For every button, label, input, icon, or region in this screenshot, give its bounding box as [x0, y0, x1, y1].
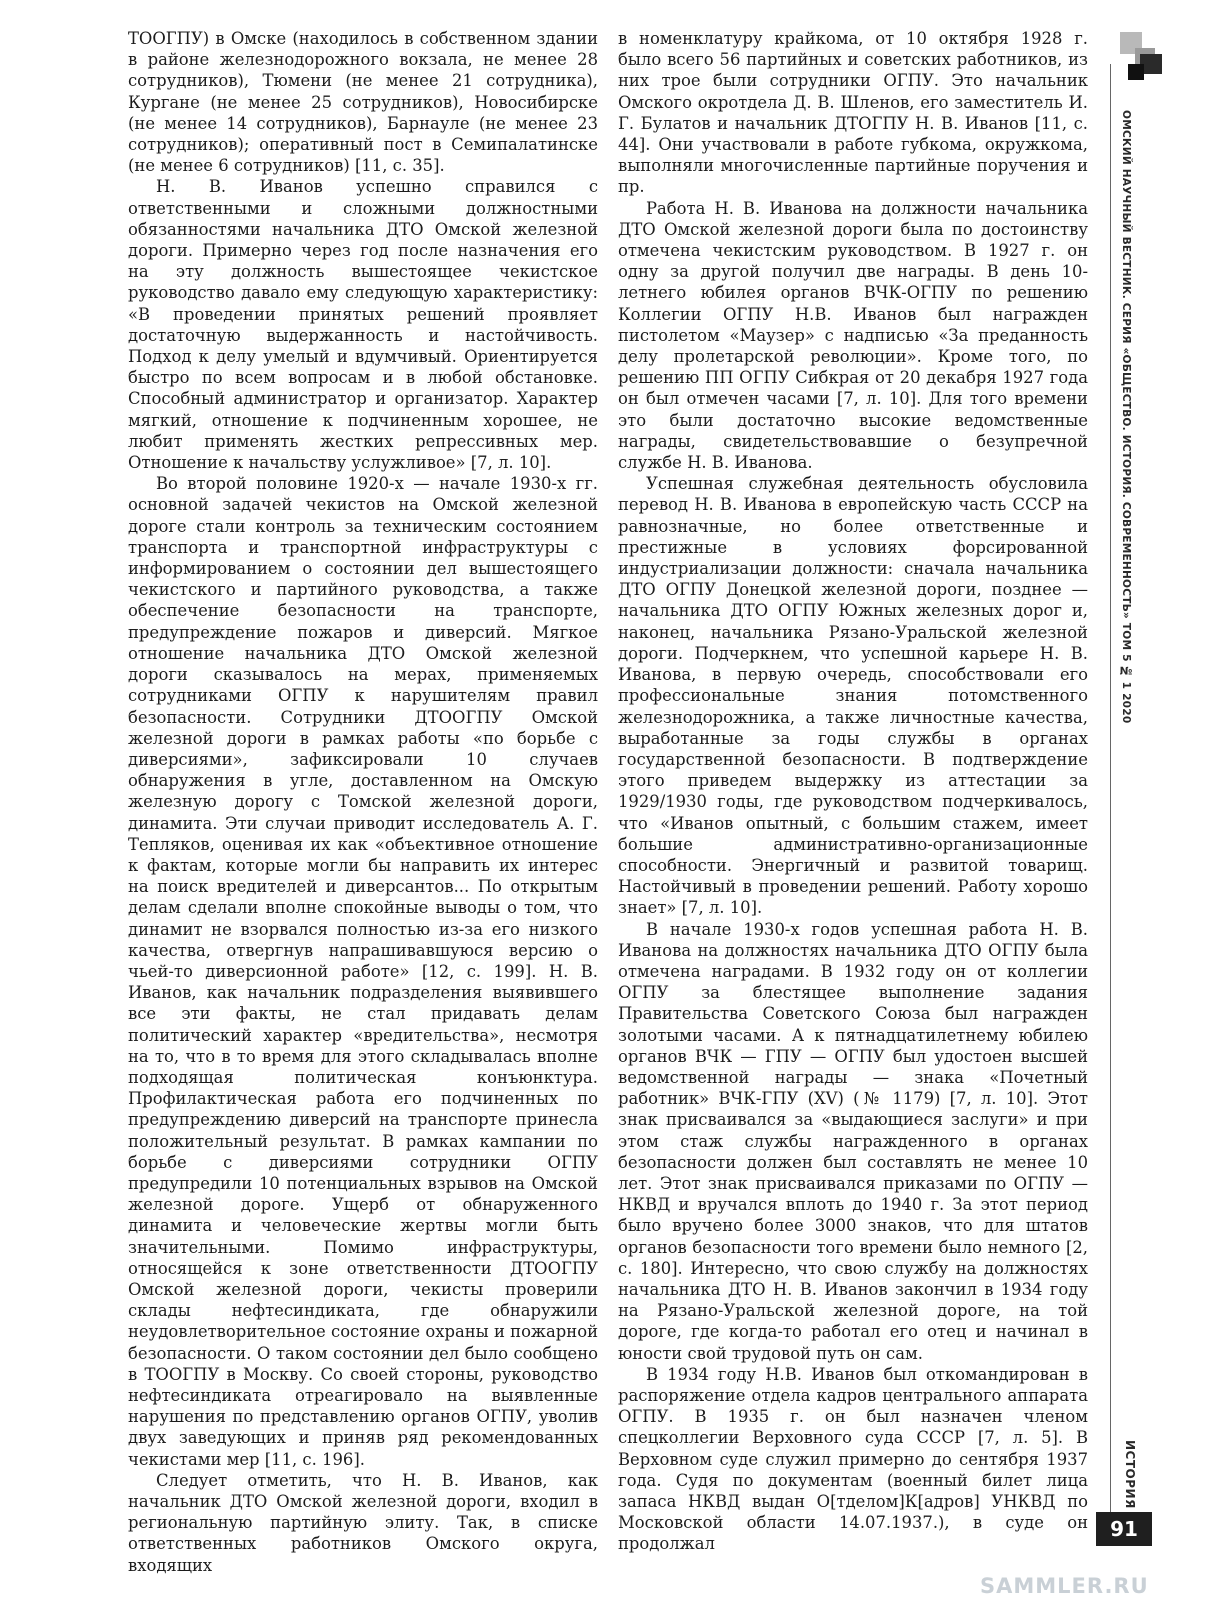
paragraph: В 1934 году Н.В. Иванов был откомандирован в распоряжение отдела кадров центрального аппарата ОГПУ. В 1935 г. он был назначен членом спецколлегии Верховного суда СССР [7, л. 5]. В Верховном суде служил примерно до сентября 1937 года. Судя по документам (военный билет лица запаса НКВД выдан О[тделом]К[адров] УНКВД по Московской области 14.07.1937.), в суде он продолжал	[618, 1364, 1088, 1554]
section-label: ИСТОРИЯ	[1123, 1440, 1137, 1509]
right-text-column	[618, 28, 1088, 1555]
page-number: 91	[1096, 1512, 1152, 1546]
paragraph: Успешная служебная деятельность обусловила перевод Н. В. Иванова в европейскую часть СССР на равнозначные, но более ответственные и престижные в условиях форсированной индустриализации должности: сначала начальника ДТО ОГПУ Донецкой железной дороги, позднее — начальника ДТО ОГПУ Южных железных дорог и, наконец, начальника Рязано-Уральской железной дороги. Подчеркнем, что успешной карьере Н. В. Иванова, в первую очередь, способствовали его профессиональные знания потомственного железнодорожника, а также личностные качества, выработанные за годы службы в органах государственной безопасности. В подтверждение этого приведем выдержку из аттестации за 1929/1930 годы, где руководством подчеркивалось, что «Иванов опытный, с большим стажем, имеет большие административно-организационные способности. Энергичный и развитой товарищ. Настойчивый в проведении решений. Работу хорошо знает» [7, л. 10].	[618, 474, 1088, 918]
paragraph: в номенклатуру крайкома, от 10 октября 1928 г. было всего 56 партийных и советских работников, из них трое были сотрудники ОГПУ. Это начальник Омского окротдела Д. В. Шленов, его заместитель И. Г. Булатов и начальник ДТОГПУ Н. В. Иванов [11, с. 44]. Они участвовали в работе губкома, окружкома, выполняли многочисленные партийные поручения и пр.	[618, 29, 1088, 197]
left-text-column	[128, 28, 598, 1576]
paragraph: Следует отметить, что Н. В. Иванов, как начальник ДТО Омской железной дороги, входил в региональную партийную элиту. Так, в списке ответственных работников Омского округа, входящих	[128, 1470, 598, 1575]
margin-divider	[1110, 64, 1111, 1524]
logo-square-black-small	[1128, 64, 1144, 80]
watermark: SAMMLER.RU	[980, 1574, 1149, 1598]
paragraph: Н. В. Иванов успешно справился с ответственными и сложными должностными обязанностями начальника ДТО Омской железной дороги. Примерно через год после назначения его на эту должность вышестоящее чекистское руководство давало ему следующую характеристику: «В проведении принятых решений проявляет достаточную выдержанность и настойчивость. Подход к делу умелый и вдумчивый. Ориентируется быстро по всем вопросам и в любой обстановке. Способный администратор и организатор. Характер мягкий, отношение к подчиненным хорошее, не любит применять жестких репрессивных мер. Отношение к начальству услужливое» [7, л. 10].	[128, 177, 598, 473]
journal-running-title: ОМСКИЙ НАУЧНЫЙ ВЕСТНИК. СЕРИЯ «ОБЩЕСТВО. ИСТОРИЯ. СОВРЕМЕННОСТЬ» ТОМ 5 № 1 2020	[1120, 110, 1132, 724]
paragraph: Работа Н. В. Иванова на должности начальника ДТО Омской железной дороги была по достоинству отмечена чекистским руководством. В 1927 г. он одну за другой получил две награды. В день 10-летнего юбилея органов ВЧК-ОГПУ по решению Коллегии ОГПУ Н.В. Иванов был награжден пистолетом «Маузер» с надписью «За преданность делу пролетарской революции». Кроме того, по решению ПП ОГПУ Сибкрая от 20 декабря 1927 года он был отмечен часами [7, л. 10]. Для того времени это были достаточно высокие ведомственные награды, свидетельствовавшие о безупречной службе Н. В. Иванова.	[618, 198, 1088, 473]
paragraph: ТООГПУ) в Омске (находилось в собственном здании в районе железнодорожного вокзала, не менее 28 сотрудников), Тюмени (не менее 21 сотрудника), Кургане (не менее 25 сотрудников), Новосибирске (не менее 14 сотрудников), Барнауле (не менее 23 сотрудников); оперативный пост в Семипалатинске (не менее 6 сотрудников) [11, с. 35].	[128, 29, 598, 176]
paragraph: Во второй половине 1920-х — начале 1930-х гг. основной задачей чекистов на Омской железной дороге стали контроль за техническим состоянием транспорта и транспортной инфраструктуры с информированием о состоянии дел вышестоящего чекистского и партийного руководства, а также обеспечение безопасности на транспорте, предупреждение пожаров и диверсий. Мягкое отношение начальника ДТО Омской железной дороги сказывалось на мерах, применяемых сотрудниками ОГПУ к нарушителям правил безопасности. Сотрудники ДТООГПУ Омской железной дороги в рамках работы «по борьбе с диверсиями», зафиксировали 10 случаев обнаружения в угле, доставленном на Омскую железную дорогу с Томской железной дороги, динамита. Эти случаи приводит исследователь А. Г. Тепляков, оценивая их как «объективное отношение к фактам, которые могли бы направить их интерес на поиск вредителей и диверсантов... По открытым делам сделали вполне спокойные выводы о том, что динамит не взорвался полностью из-за его низкого качества, отвергнув напрашивавшуюся версию о чьей-то диверсионной работе» [12, с. 199]. Н. В. Иванов, как начальник подразделения выявившего все эти факты, не стал придавать делам политический характер «вредительства», несмотря на то, что в то время для этого складывалась вполне подходящая политическая конъюнктура. Профилактическая работа его подчиненных по предупреждению диверсий на транспорте принесла положительный результат. В рамках кампании по борьбе с диверсиями сотрудники ОГПУ предупредили 10 потенциальных взрывов на Омской железной дороге. Ущерб от обнаруженного динамита и человеческие жертвы могли быть значительными. Помимо инфраструктуры, относящейся к зоне ответственности ДТООГПУ Омской железной дороги, чекисты проверили склады нефтесиндиката, где обнаружили неудовлетворительное состояние охраны и пожарной безопасности. О таком состоянии дел было сообщено в ТООГПУ в Москву. Со своей стороны, руководство нефтесиндиката отреагировало на выявленные нарушения по представлению органов ОГПУ, уволив двух заведующих и приняв ряд рекомендованных чекистами мер [11, с. 196].	[128, 474, 598, 1469]
paragraph: В начале 1930-х годов успешная работа Н. В. Иванова на должностях начальника ДТО ОГПУ была отмечена наградами. В 1932 году он от коллегии ОГПУ за блестящее выполнение задания Правительства Советского Союза был награжден золотыми часами. А к пятнадцатилетнему юбилею органов ВЧК — ГПУ — ОГПУ был удостоен высшей ведомственной награды — знака «Почетный работник» ВЧК-ГПУ (XV) (№ 1179) [7, л. 10]. Этот знак присваивался за «выдающиеся заслуги» и при этом стаж службы награжденного в органах безопасности должен был составлять не менее 10 лет. Этот знак присваивался приказами по ОГПУ — НКВД и вручался вплоть до 1940 г. За этот период было вручено более 3000 знаков, что для штатов органов безопасности того времени было немного [2, с. 180]. Интересно, что свою службу на должностях начальника ДТО Н. В. Иванов закончил в 1934 году на Рязано-Уральской железной дороге, на той дороге, где когда-то работал его отец и начинал в юности свой трудовой путь он сам.	[618, 919, 1088, 1363]
